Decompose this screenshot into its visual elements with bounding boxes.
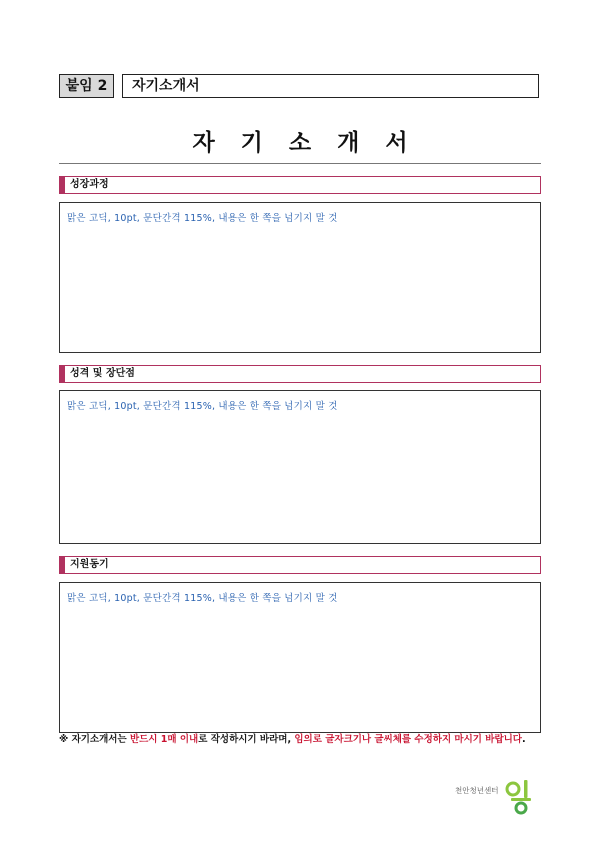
note-mark: ※ [59,734,69,745]
attachment-label: 붙임 2 [59,74,114,98]
section-header-personality: 성격 및 장단점 [59,365,541,383]
section-header-motivation: 지원동기 [59,556,541,574]
note-text-3: . [521,734,526,745]
section-box-growth[interactable] [59,202,541,353]
section-guide-text: 맑은 고딕, 10pt, 문단간격 115%, 내용은 한 쪽을 넘기지 말 것 [67,593,338,604]
svg-text:천안청년센터: 천안청년센터 [455,786,499,795]
center-logo [455,776,545,816]
note-red-2: 임의로 글자크기나 글씨체를 수정하지 마시기 바랍니다 [294,734,522,745]
attachment-title: 자기소개서 [122,74,539,98]
section-box-personality[interactable] [59,390,541,544]
title-divider [59,163,541,164]
section-header-growth: 성장과정 [59,176,541,194]
section-guide-text: 맑은 고딕, 10pt, 문단간격 115%, 내용은 한 쪽을 넘기지 말 것 [67,213,338,224]
note-text-1: 자기소개서는 [71,734,127,745]
section-guide-text: 맑은 고딕, 10pt, 문단간격 115%, 내용은 한 쪽을 넘기지 말 것 [67,401,338,412]
note-red-1: 반드시 1매 이내 [129,734,199,745]
page-title: 자기소개서 [192,130,434,156]
note-text-2: 로 작성하시기 바라며, [198,734,292,745]
submission-note [59,734,543,745]
section-box-motivation[interactable] [59,582,541,733]
center-logo-graphic [455,776,545,816]
